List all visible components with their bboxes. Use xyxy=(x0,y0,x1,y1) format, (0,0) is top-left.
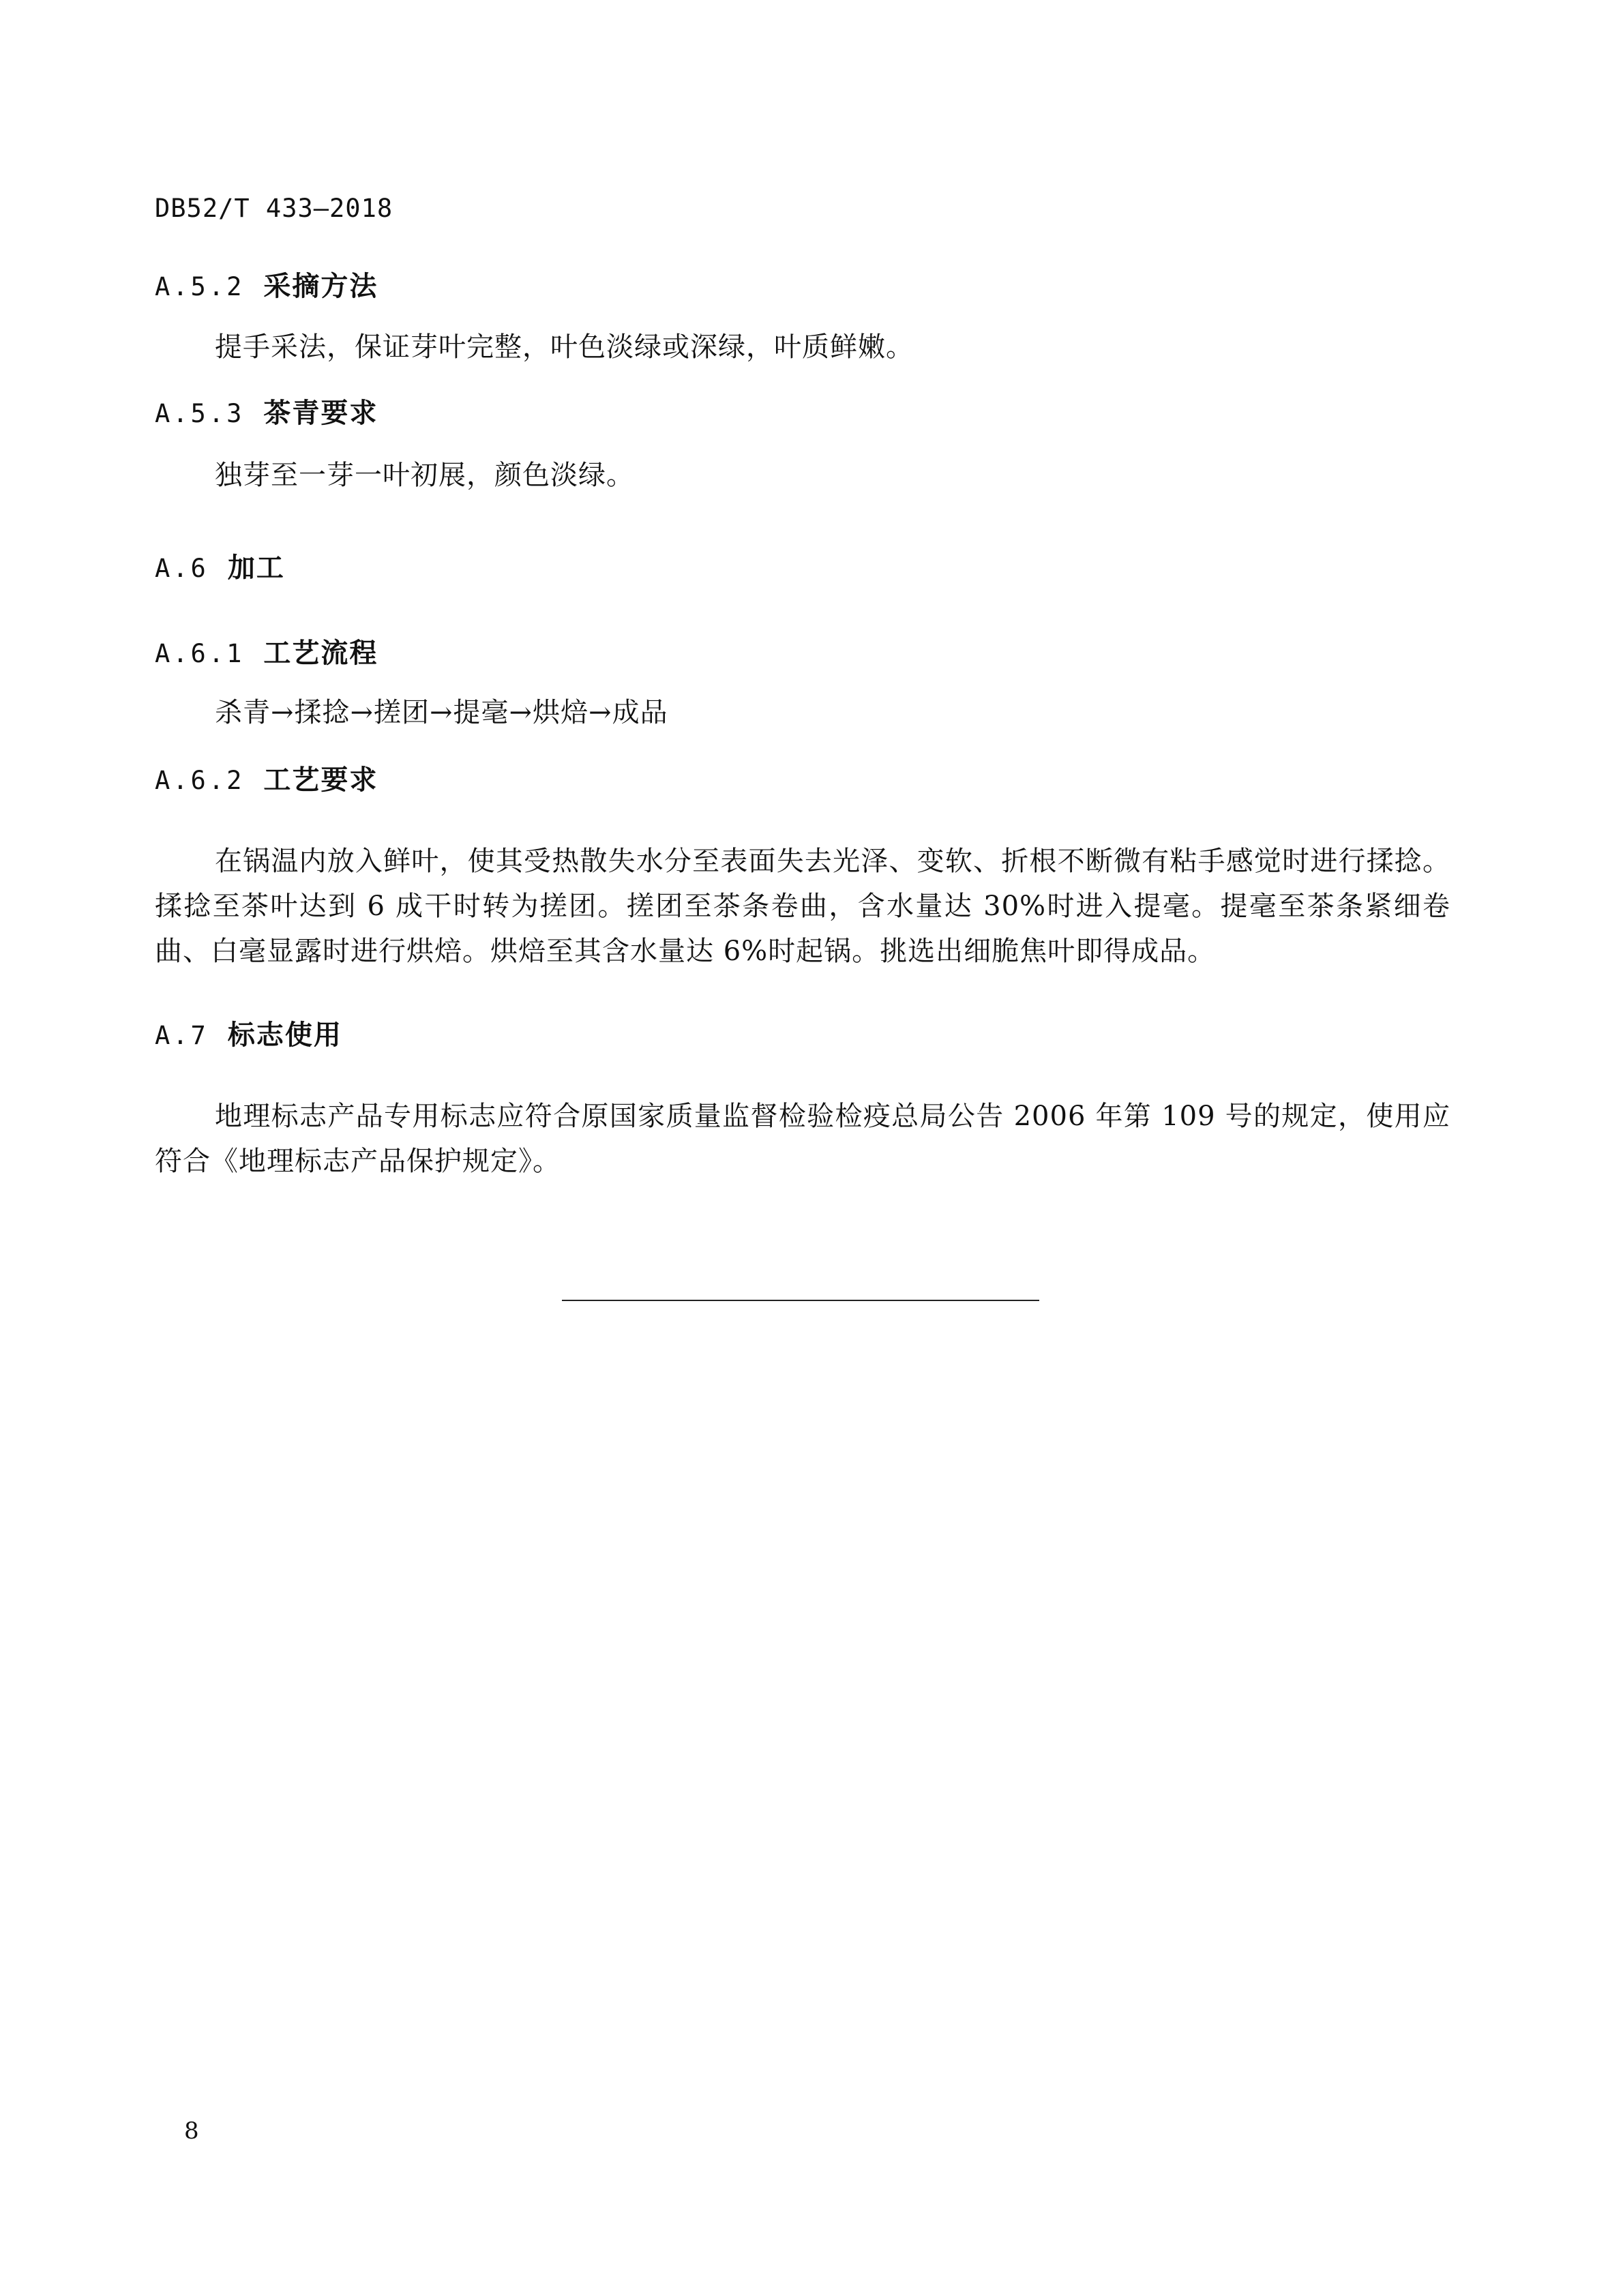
section-text-a-5-2: 提手采法，保证芽叶完整，叶色淡绿或深绿，叶质鲜嫩。 xyxy=(215,331,914,363)
section-title: 茶青要求 xyxy=(263,398,378,429)
section-number: A.5.2 xyxy=(155,272,245,301)
section-title: 加工 xyxy=(227,552,285,584)
end-divider-line xyxy=(562,1300,1039,1301)
process-flow-text: 杀青→揉捻→搓团→提毫→烘焙→成品 xyxy=(215,697,668,728)
section-title: 标志使用 xyxy=(227,1019,342,1051)
section-heading-a-5-2 xyxy=(155,265,378,303)
section-number: A.6.1 xyxy=(155,639,245,668)
section-text-a-5-3: 独芽至一芽一叶初展，颜色淡绿。 xyxy=(215,460,634,491)
section-heading-a-6-1 xyxy=(155,631,378,670)
section-number: A.6.2 xyxy=(155,766,245,795)
mark-usage-text: 地理标志产品专用标志应符合原国家质量监督检验检疫总局公告 2006 年第 109 号的规定，使用应符合《地理标志产品保护规定》。 xyxy=(155,1101,1450,1177)
section-number: A.5.3 xyxy=(155,399,245,428)
section-title: 工艺要求 xyxy=(263,764,378,796)
page-number: 8 xyxy=(184,2117,199,2145)
section-number: A.7 xyxy=(155,1021,209,1050)
section-number: A.6 xyxy=(155,554,209,583)
section-title: 采摘方法 xyxy=(263,271,378,302)
section-heading-a-7 xyxy=(155,1013,342,1052)
standard-code: DB52/T 433—2018 xyxy=(155,194,393,223)
section-title: 工艺流程 xyxy=(263,638,378,669)
process-requirements-text: 在锅温内放入鲜叶，使其受热散失水分至表面失去光泽、变软、折根不断微有粘手感觉时进行揉捻。揉捻至茶叶达到 6 成干时转为搓团。搓团至茶条卷曲，含水量达 30%时进入提毫。提毫至茶条紧细卷曲、白毫显露时进行烘焙。烘焙至其含水量达 6%时起锅。挑选出细脆焦叶即得成品。 xyxy=(155,846,1450,967)
section-heading-a-5-3 xyxy=(155,391,378,430)
section-heading-a-6-2 xyxy=(155,758,378,797)
section-heading-a-6 xyxy=(155,546,285,585)
